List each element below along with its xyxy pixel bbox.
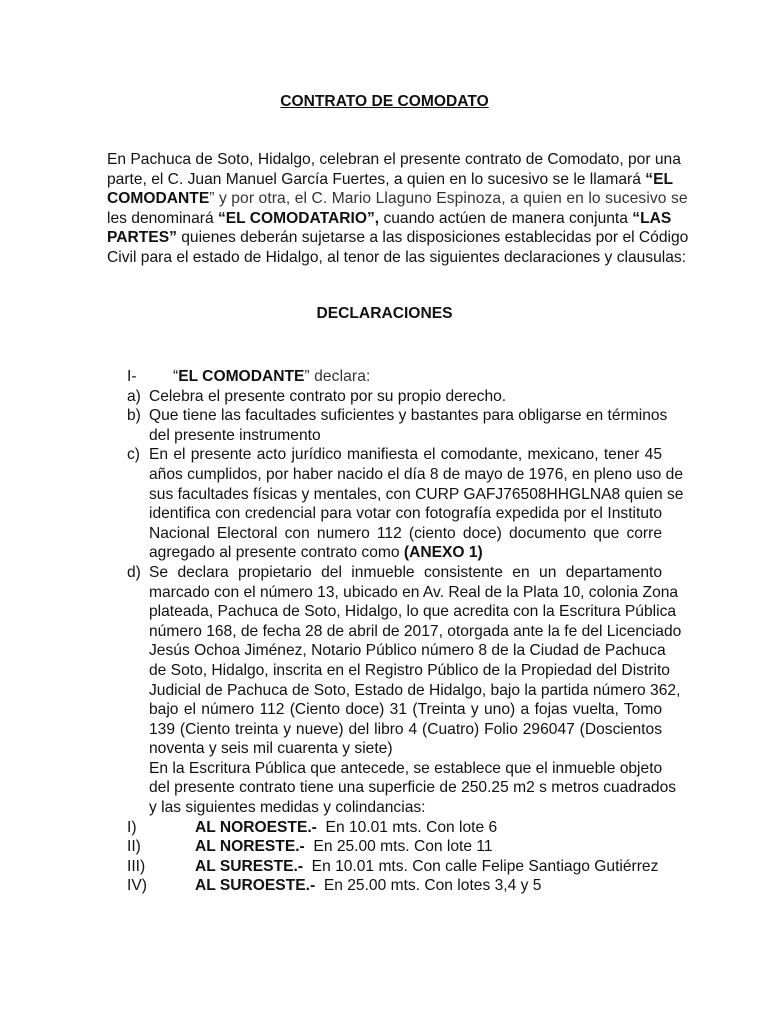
anexo-label: (ANEXO 1) (403, 544, 483, 562)
document-title-text: CONTRATO DE COMODATO (280, 93, 489, 110)
colindancia-marker: II) (127, 838, 141, 856)
intro-line: PARTES” quienes deberán sujetarse a las disposiciones establecidas por el Código (107, 229, 689, 247)
section-heading: I- “EL COMODANTE” declara: (127, 368, 371, 385)
declaraciones-list (127, 367, 684, 896)
colindancia-marker: I) (127, 818, 137, 836)
declaraciones-heading: DECLARACIONES (316, 305, 453, 322)
document-title (107, 92, 662, 112)
item-marker: d) (127, 563, 141, 581)
intro-paragraph (107, 150, 689, 268)
intro-line: En Pachuca de Soto, Hidalgo, celebran el presente contrato de Comodato, por una (107, 151, 681, 168)
item-marker: a) (127, 387, 141, 405)
colindancia-row: II) AL NORESTE.- En 25.00 mts. Con lote 11 (127, 838, 493, 856)
colindancia-row: III) AL SURESTE.- En 10.01 mts. Con calle Felipe Santiago Gutiérrez (127, 857, 659, 875)
list-item: c) En el presente acto jurídico manifiesta el comodante, mexicano, tener 45 años cumplidos, por haber nacido el día 8 de mayo de 1976, en pleno uso de sus facultades físicas y mentales, con CURP GAFJ76508HHGLNA8 quien se identifica con credencial para votar con fotografía expedida por el Instituto Nacional Electoral con numero 112 (ciento doce) documento que corre agregado al presente contrato como (ANEXO 1) (127, 446, 684, 562)
item-marker: c) (127, 446, 140, 464)
section-marker: I- (127, 368, 137, 385)
escritura-paragraph: En la Escritura Pública que antecede, se establece que el inmueble objeto del presente contrato tiene una superficie de 250.25 m2 s metros cuadrados y las siguientes medidas y colindancias: (149, 759, 677, 817)
intro-line: les denominará “EL COMODATARIO”, cuando actúen de manera conjunta “LAS (107, 209, 672, 227)
intro-line: parte, el C. Juan Manuel García Fuertes, a quien en lo sucesivo se le llamará “EL (107, 170, 673, 188)
list-item: d) Se declara propietario del inmueble consistente en un departamento marcado con el número 13, ubicado en Av. Real de la Plata 10, colonia Zona plateada, Pachuca de Soto, Hidalgo, lo que acredita con la Escritura Pública número 168, de fecha 28 de abril de 2017, otorgada ante la fe del Licenciado Jesús Ochoa Jiménez, Notario Público número 8 de la Ciudad de Pachuca de Soto, Hidalgo, inscrita en el Registro Público de la Propiedad del Distrito Judicial de Pachuca de Soto, Estado de Hidalgo, bajo la partida número 362, bajo el número 112 (Ciento doce) 31 (Treinta y uno) a fojas vuelta, Tomo 139 (Ciento treinta y nueve) del libro 4 (Cuatro) Folio 296047 (Doscientos noventa y seis mil cuarenta y siete) (127, 563, 682, 758)
intro-line: Civil para el estado de Hidalgo, al tenor de las siguientes declaraciones y clausulas: (107, 248, 687, 266)
colindancia-row: I) AL NOROESTE.- En 10.01 mts. Con lote 6 (127, 818, 498, 836)
item-marker: b) (127, 407, 141, 425)
list-item: a) Celebra el presente contrato por su propio derecho. (127, 387, 507, 405)
colindancia-marker: IV) (127, 877, 147, 895)
party-name: EL COMODANTE (178, 368, 305, 385)
intro-line: COMODANTE” y por otra, el C. Mario Llaguno Espinoza, a quien en lo sucesivo se (107, 190, 688, 208)
list-item: b) Que tiene las facultades suficientes y bastantes para obligarse en términos del presente instrumento (127, 407, 668, 444)
colindancia-row: IV) AL SUROESTE.- En 25.00 mts. Con lotes 3,4 y 5 (127, 877, 542, 895)
colindancia-marker: III) (127, 857, 146, 875)
